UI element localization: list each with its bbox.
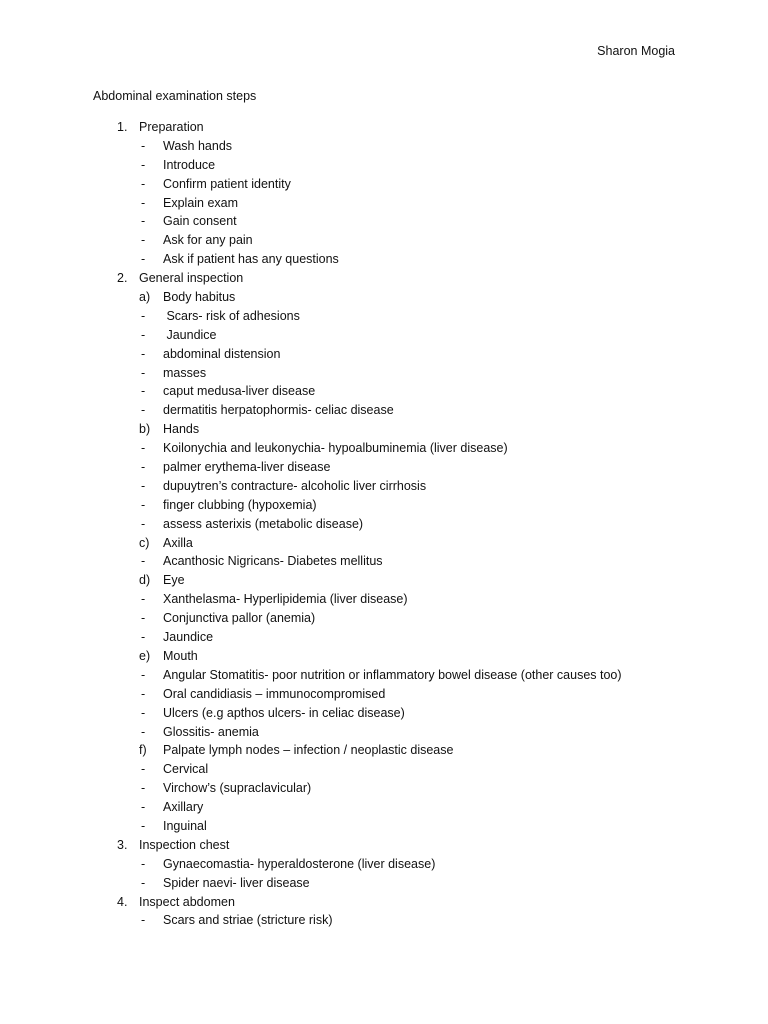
list-item-text: Inspection chest	[139, 837, 230, 852]
dash-marker: -	[141, 176, 146, 191]
list-item	[0, 704, 768, 723]
dash-marker: -	[141, 592, 146, 607]
dash-marker: -	[141, 611, 146, 626]
list-item-text: Koilonychia and leukonychia- hypoalbuminemia (liver disease)	[163, 441, 508, 456]
author-name: Sharon Mogia	[597, 44, 675, 58]
dash-marker: -	[141, 630, 146, 645]
list-marker: 2.	[117, 271, 128, 286]
dash-marker: -	[141, 913, 146, 928]
list-item	[0, 855, 768, 874]
dash-marker: -	[141, 441, 146, 456]
list-item-text: Explain exam	[163, 195, 239, 210]
list-marker: 1.	[117, 120, 128, 134]
dash-marker: -	[141, 138, 146, 153]
list-item	[0, 911, 768, 930]
list-item	[0, 137, 768, 156]
list-item	[0, 685, 768, 704]
list-item-text: Axilla	[163, 535, 193, 550]
list-item-text: Body habitus	[163, 290, 236, 305]
dash-marker: -	[141, 781, 146, 796]
list-marker: b)	[139, 422, 151, 437]
dash-marker: -	[141, 460, 146, 475]
list-item	[0, 458, 768, 477]
dash-marker: -	[141, 214, 146, 229]
list-item	[0, 326, 768, 345]
dash-marker: -	[141, 195, 146, 210]
list-item	[0, 874, 768, 893]
list-item-text: Introduce	[163, 157, 216, 172]
list-item	[0, 817, 768, 836]
list-item-text: palmer erythema-liver disease	[163, 460, 331, 475]
list-item-text: Palpate lymph nodes – infection / neoplastic disease	[163, 743, 454, 758]
dash-marker: -	[141, 497, 146, 512]
list-item	[0, 250, 768, 269]
dash-marker: -	[141, 762, 146, 777]
list-item-text: Inspect abdomen	[139, 894, 235, 909]
list-item-text: assess asterixis (metabolic disease)	[163, 516, 364, 531]
list-item-text: Hands	[163, 422, 200, 437]
list-item	[0, 590, 768, 609]
subsection-heading	[0, 288, 768, 307]
section-heading	[0, 269, 768, 288]
list-marker: c)	[139, 535, 150, 550]
list-item-text: Confirm patient identity	[163, 176, 291, 191]
list-item-text: Inguinal	[163, 818, 207, 833]
dash-marker: -	[141, 516, 146, 531]
list-item-text: Conjunctiva pallor (anemia)	[163, 611, 316, 626]
dash-marker: -	[141, 327, 146, 342]
dash-marker: -	[141, 818, 146, 833]
list-item-text: Ask for any pain	[163, 233, 253, 248]
dash-marker: -	[141, 365, 146, 380]
list-item	[0, 175, 768, 194]
list-item-text: Preparation	[139, 120, 204, 134]
list-item-text: Wash hands	[163, 138, 233, 153]
list-marker: a)	[139, 290, 151, 305]
dash-marker: -	[141, 554, 146, 569]
list-item-text: Axillary	[163, 800, 204, 815]
dash-marker: -	[141, 308, 146, 323]
list-item-text: Eye	[163, 573, 185, 588]
list-item-text: abdominal distension	[163, 346, 281, 361]
list-item	[0, 382, 768, 401]
list-item	[0, 798, 768, 817]
list-item-text: Jaundice	[163, 327, 217, 342]
list-marker: e)	[139, 648, 151, 663]
list-item-text: dermatitis herpatophormis- celiac disease	[163, 403, 394, 418]
list-item	[0, 760, 768, 779]
list-item	[0, 609, 768, 628]
dash-marker: -	[141, 403, 146, 418]
list-item-text: Angular Stomatitis- poor nutrition or inflammatory bowel disease (other causes too)	[163, 667, 622, 682]
dash-marker: -	[141, 233, 146, 248]
list-item-text: finger clubbing (hypoxemia)	[163, 497, 317, 512]
list-item-text: General inspection	[139, 271, 244, 286]
list-item-text: Gain consent	[163, 214, 237, 229]
dash-marker: -	[141, 856, 146, 871]
list-item	[0, 156, 768, 175]
list-item	[0, 477, 768, 496]
dash-marker: -	[141, 705, 146, 720]
document-title: Abdominal examination steps	[93, 89, 257, 103]
list-item-text: Mouth	[163, 648, 198, 663]
list-item-text: Spider naevi- liver disease	[163, 875, 310, 890]
list-item	[0, 723, 768, 742]
dash-marker: -	[141, 875, 146, 890]
list-item	[0, 345, 768, 364]
list-item-text: Jaundice	[163, 630, 214, 645]
list-item-text: Cervical	[163, 762, 209, 777]
dash-marker: -	[141, 478, 146, 493]
section-heading	[0, 893, 768, 912]
list-item-text: masses	[163, 365, 207, 380]
list-marker: d)	[139, 573, 151, 588]
list-marker: f)	[139, 743, 147, 758]
list-item	[0, 666, 768, 685]
list-item-text: Scars- risk of adhesions	[163, 308, 300, 323]
list-item	[0, 231, 768, 250]
list-item	[0, 552, 768, 571]
dash-marker: -	[141, 384, 146, 399]
dash-marker: -	[141, 724, 146, 739]
list-item	[0, 496, 768, 515]
list-item	[0, 194, 768, 213]
list-item	[0, 364, 768, 383]
section-heading	[0, 836, 768, 855]
steps-list	[0, 118, 768, 930]
dash-marker: -	[141, 252, 146, 267]
list-item-text: Oral candidiasis – immunocompromised	[163, 686, 386, 701]
list-item	[0, 779, 768, 798]
list-item	[0, 628, 768, 647]
list-item-text: Scars and striae (stricture risk)	[163, 913, 333, 928]
subsection-heading	[0, 741, 768, 760]
list-item-text: Xanthelasma- Hyperlipidemia (liver disease)	[163, 592, 408, 607]
list-item	[0, 401, 768, 420]
list-item-text: dupuytren’s contracture- alcoholic liver cirrhosis	[163, 478, 427, 493]
list-item-text: Glossitis- anemia	[163, 724, 259, 739]
list-item-text: caput medusa-liver disease	[163, 384, 316, 399]
subsection-heading	[0, 420, 768, 439]
subsection-heading	[0, 534, 768, 553]
section-heading	[0, 118, 768, 137]
list-marker: 4.	[117, 894, 128, 909]
subsection-heading	[0, 647, 768, 666]
list-marker: 3.	[117, 837, 128, 852]
list-item-text: Virchow’s (supraclavicular)	[163, 781, 312, 796]
list-item	[0, 439, 768, 458]
subsection-heading	[0, 571, 768, 590]
list-item	[0, 307, 768, 326]
list-item	[0, 515, 768, 534]
dash-marker: -	[141, 800, 146, 815]
list-item-text: Ulcers (e.g apthos ulcers- in celiac disease)	[163, 705, 405, 720]
list-item-text: Ask if patient has any questions	[163, 252, 339, 267]
dash-marker: -	[141, 686, 146, 701]
dash-marker: -	[141, 346, 146, 361]
list-item-text: Acanthosic Nigricans- Diabetes mellitus	[163, 554, 383, 569]
list-item-text: Gynaecomastia- hyperaldosterone (liver disease)	[163, 856, 436, 871]
list-item	[0, 212, 768, 231]
dash-marker: -	[141, 667, 146, 682]
dash-marker: -	[141, 157, 146, 172]
